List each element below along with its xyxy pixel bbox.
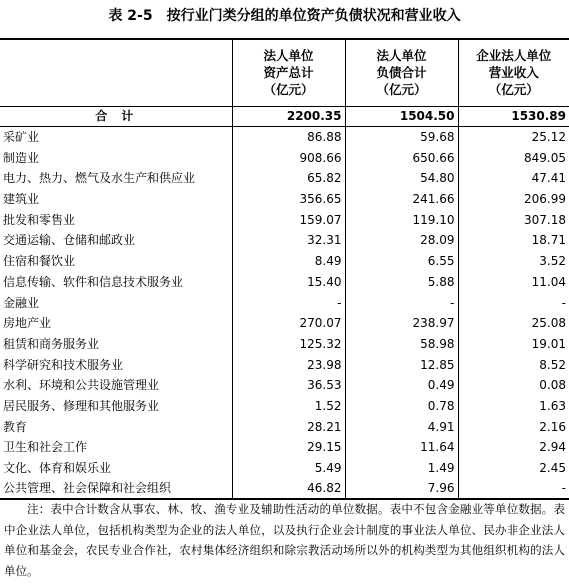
revenue-value: 2.16 (458, 416, 569, 437)
industry-name: 公共管理、社会保障和社会组织 (0, 478, 232, 499)
table-row (0, 292, 569, 313)
table-row (0, 147, 569, 168)
industry-name: 信息传输、软件和信息技术服务业 (3, 274, 184, 289)
industry-name: 采矿业 (3, 130, 40, 145)
table-row (0, 396, 569, 417)
liabilities-value: 59.68 (345, 127, 458, 148)
industry-name: 教育 (3, 419, 28, 434)
header-liabilities-line1: 法人单位 (376, 48, 427, 64)
liabilities-value: 28.09 (345, 230, 458, 251)
industry-name: 卫生和社会工作 (3, 440, 88, 455)
liabilities-value: 54.80 (345, 168, 458, 189)
revenue-value: 25.12 (458, 127, 569, 148)
assets-value: 5.49 (232, 458, 345, 479)
assets-value: 1.52 (232, 396, 345, 417)
assets-value: 270.07 (232, 313, 345, 334)
industry-name: 批发和零售业 (3, 212, 76, 227)
table-row (0, 168, 569, 189)
header-liabilities (345, 39, 458, 106)
industry-name: 水利、环境和公共设施管理业 (3, 378, 160, 393)
revenue-value: 307.18 (458, 209, 569, 230)
industry-name: 住宿和餐饮业 (3, 254, 76, 269)
liabilities-value: 11.64 (345, 437, 458, 458)
header-assets-line1: 法人单位 (263, 48, 314, 64)
table-row (0, 189, 569, 210)
table-body (0, 106, 569, 499)
liabilities-value: 0.78 (345, 396, 458, 417)
revenue-value: 3.52 (458, 251, 569, 272)
table-row (0, 251, 569, 272)
industry-name: 居民服务、修理和其他服务业 (3, 398, 160, 413)
liabilities-value: 238.97 (345, 313, 458, 334)
total-liabilities: 1504.50 (345, 106, 458, 127)
header-revenue-line1: 企业法人单位 (476, 48, 552, 64)
header-revenue-line2: 营业收入 (488, 65, 539, 81)
assets-value: 36.53 (232, 375, 345, 396)
assets-value: 23.98 (232, 354, 345, 375)
header-revenue-line3: （亿元） (488, 82, 539, 98)
liabilities-value: 58.98 (345, 334, 458, 355)
table-row (0, 375, 569, 396)
revenue-value: 2.94 (458, 437, 569, 458)
header-industry (0, 39, 232, 106)
assets-value: 28.21 (232, 416, 345, 437)
revenue-value: 19.01 (458, 334, 569, 355)
liabilities-value: 650.66 (345, 147, 458, 168)
header-liabilities-line3: （亿元） (376, 82, 427, 98)
assets-value: 29.15 (232, 437, 345, 458)
liabilities-value: 1.49 (345, 458, 458, 479)
table-row (0, 478, 569, 499)
revenue-value: 8.52 (458, 354, 569, 375)
liabilities-value: 0.49 (345, 375, 458, 396)
revenue-value: 2.45 (458, 458, 569, 479)
header-liabilities-line2: 负债合计 (376, 65, 427, 81)
industry-name: 电力、热力、燃气及水生产和供应业 (3, 171, 196, 186)
assets-value: 32.31 (232, 230, 345, 251)
assets-value: 356.65 (232, 189, 345, 210)
revenue-value: 849.05 (458, 147, 569, 168)
assets-value: 125.32 (232, 334, 345, 355)
table-row (0, 209, 569, 230)
header-revenue (458, 39, 569, 106)
revenue-value: 11.04 (458, 272, 569, 293)
assets-value: 46.82 (232, 478, 345, 499)
table-row (0, 354, 569, 375)
header-assets-line2: 资产总计 (263, 65, 314, 81)
industry-name: 交通运输、仓储和邮政业 (3, 233, 136, 248)
assets-value: 908.66 (232, 147, 345, 168)
total-assets: 2200.35 (232, 106, 345, 127)
table-row (0, 416, 569, 437)
table-row (0, 230, 569, 251)
revenue-value: 1.63 (458, 396, 569, 417)
assets-value: 15.40 (232, 272, 345, 293)
table-row (0, 334, 569, 355)
assets-value: 65.82 (232, 168, 345, 189)
table-row (0, 272, 569, 293)
table-title: 表 2-5 按行业门类分组的单位资产负债状况和营业收入 (108, 8, 461, 24)
liabilities-value: 7.96 (345, 478, 458, 499)
industry-name: 科学研究和技术服务业 (3, 357, 124, 372)
revenue-value: - (458, 478, 569, 499)
industry-name: 房地产业 (3, 316, 52, 331)
revenue-value: 25.08 (458, 313, 569, 334)
total-label: 合计 (0, 106, 232, 127)
industry-name: 金融业 (3, 295, 40, 310)
liabilities-value: 12.85 (345, 354, 458, 375)
assets-value: - (232, 292, 345, 313)
industry-name: 文化、体育和娱乐业 (3, 461, 112, 476)
table-row (0, 313, 569, 334)
assets-value: 86.88 (232, 127, 345, 148)
header-row (0, 39, 569, 106)
table-row (0, 458, 569, 479)
industry-name: 制造业 (3, 150, 40, 165)
revenue-value: - (458, 292, 569, 313)
table-row (0, 127, 569, 148)
liabilities-value: 5.88 (345, 272, 458, 293)
table-row (0, 437, 569, 458)
liabilities-value: 119.10 (345, 209, 458, 230)
assets-value: 8.49 (232, 251, 345, 272)
liabilities-value: 241.66 (345, 189, 458, 210)
liabilities-value: 6.55 (345, 251, 458, 272)
liabilities-value: 4.91 (345, 416, 458, 437)
industry-name: 租赁和商务服务业 (3, 336, 100, 351)
data-table (0, 38, 569, 500)
total-revenue: 1530.89 (458, 106, 569, 127)
header-assets-line3: （亿元） (263, 82, 314, 98)
revenue-value: 18.71 (458, 230, 569, 251)
footnote: 注：表中合计数含从事农、林、牧、渔专业及辅助性活动的单位数据。表中不包含金融业等单位数据。表中企业法人单位，包括机构类型为企业的法人单位，以及执行企业会计制度的事业法人单位、民办非企业法人单位和基金会，农民专业合作社，农村集体经济组织和除宗教活动场所以外的机构类型为其他组织机构的法人单位。 (4, 502, 565, 578)
total-row (0, 106, 569, 127)
header-assets (232, 39, 345, 106)
revenue-value: 0.08 (458, 375, 569, 396)
assets-value: 159.07 (232, 209, 345, 230)
revenue-value: 206.99 (458, 189, 569, 210)
revenue-value: 47.41 (458, 168, 569, 189)
liabilities-value: - (345, 292, 458, 313)
industry-name: 建筑业 (3, 192, 40, 207)
